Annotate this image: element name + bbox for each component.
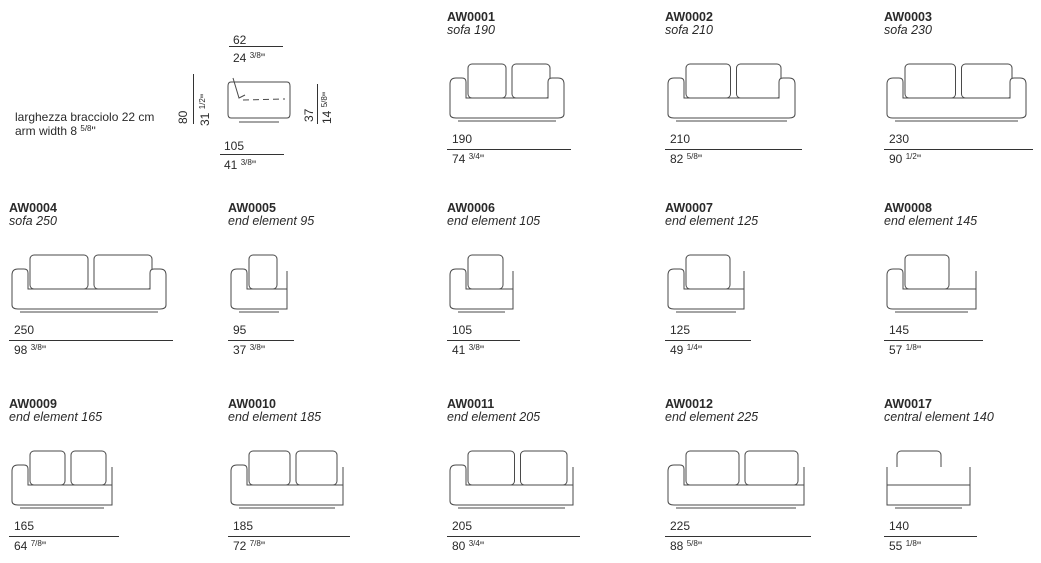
width-in: 41 $^{3/8}$" xyxy=(452,343,485,357)
seat-rule xyxy=(317,84,318,124)
sofa-drawing xyxy=(666,449,810,511)
width-cm: 140 xyxy=(889,519,910,533)
depth-cm: 62 xyxy=(233,33,247,47)
back-cushion xyxy=(686,451,739,485)
height-cm: 80 xyxy=(176,110,190,124)
product-name: sofa 250 xyxy=(9,214,57,228)
back-cushion xyxy=(296,451,337,485)
product-code: AW0005 xyxy=(228,201,276,215)
product-name: sofa 210 xyxy=(665,23,713,37)
back-cushion xyxy=(521,451,568,485)
product-code: AW0012 xyxy=(665,397,713,411)
back-cushion xyxy=(745,451,798,485)
dimension-rule xyxy=(665,149,802,150)
sofa-drawing xyxy=(448,62,570,124)
dimension-rule xyxy=(228,340,294,341)
width-cm: 185 xyxy=(233,519,254,533)
sofa-drawing xyxy=(885,62,1032,124)
product-name: end element 105 xyxy=(447,214,541,228)
product-code: AW0006 xyxy=(447,201,495,215)
width-in: 82 $^{5/8}$" xyxy=(670,152,703,166)
back-cushion xyxy=(512,64,550,98)
product-code: AW0017 xyxy=(884,397,932,411)
back-cushion xyxy=(686,255,730,289)
width-cm: 190 xyxy=(452,132,473,146)
dimension-rule xyxy=(447,149,571,150)
dimension-rule xyxy=(9,340,173,341)
back-cushion xyxy=(94,255,152,289)
width-cm: 105 xyxy=(452,323,473,337)
product-name: end element 125 xyxy=(665,214,759,228)
back-cushion xyxy=(737,64,782,98)
sofa-drawing xyxy=(10,253,172,315)
depth-in: 24 $^{3/8}$" xyxy=(233,51,266,65)
dimension-rule xyxy=(665,340,751,341)
sofa-drawing xyxy=(10,449,118,511)
sofa-drawing xyxy=(448,449,579,511)
product-code: AW0004 xyxy=(9,201,57,215)
product-code: AW0009 xyxy=(9,397,57,411)
sofa-drawing xyxy=(885,253,982,315)
height-rule xyxy=(193,74,194,124)
dimension-rule xyxy=(665,536,811,537)
back-cushion xyxy=(468,255,503,289)
dimension-rule xyxy=(447,340,520,341)
back-cushion xyxy=(249,451,290,485)
dimension-rule xyxy=(228,536,350,537)
back-cushion xyxy=(905,64,956,98)
product-name: central element 140 xyxy=(884,410,994,424)
dimension-rule xyxy=(884,340,983,341)
width-in: 72 $^{7/8}$" xyxy=(233,539,266,553)
sofa-drawing xyxy=(229,253,293,315)
seat-in: 14 $^{5/8}$" xyxy=(320,91,334,124)
width-cm: 95 xyxy=(233,323,247,337)
width-cm: 225 xyxy=(670,519,691,533)
seat-cm: 37 xyxy=(302,108,316,122)
depth-rule xyxy=(229,46,283,47)
sofa-drawing xyxy=(666,62,801,124)
height-in: 31 $^{1/2}$" xyxy=(198,93,212,126)
product-code: AW0002 xyxy=(665,10,713,24)
dimension-rule xyxy=(884,149,1033,150)
width-in: 37 $^{3/8}$" xyxy=(233,343,266,357)
width-in: 90 $^{1/2}$" xyxy=(889,152,922,166)
product-code: AW0001 xyxy=(447,10,495,24)
product-name: sofa 190 xyxy=(447,23,495,37)
sofa-drawing xyxy=(885,449,976,511)
product-name: sofa 230 xyxy=(884,23,932,37)
width-cm: 205 xyxy=(452,519,473,533)
product-code: AW0011 xyxy=(447,397,495,411)
sofa-drawing xyxy=(666,253,750,315)
product-code: AW0007 xyxy=(665,201,713,215)
width-cm: 210 xyxy=(670,132,691,146)
back-cushion xyxy=(71,451,106,485)
width-in: 49 $^{1/4}$" xyxy=(670,343,703,357)
backrest-line xyxy=(233,78,245,98)
width-in: 88 $^{5/8}$" xyxy=(670,539,703,553)
width-in: 74 $^{3/4}$" xyxy=(452,152,485,166)
arm-width-en: arm width 8 $^{5/8}$" xyxy=(15,124,96,138)
width-cm: 250 xyxy=(14,323,35,337)
back-cushion xyxy=(962,64,1013,98)
width-cm: 165 xyxy=(14,519,35,533)
product-name: end element 225 xyxy=(665,410,759,424)
product-code: AW0003 xyxy=(884,10,932,24)
sofa-drawing xyxy=(229,449,349,511)
product-name: end element 95 xyxy=(228,214,315,228)
product-code: AW0008 xyxy=(884,201,932,215)
dimension-rule xyxy=(884,536,977,537)
back-cushion xyxy=(468,451,515,485)
width-in: 98 $^{3/8}$" xyxy=(14,343,47,357)
product-name: end element 205 xyxy=(447,410,541,424)
back-cushion xyxy=(30,255,88,289)
product-name: end element 185 xyxy=(228,410,322,424)
arm-width-note xyxy=(15,110,154,140)
product-name: end element 145 xyxy=(884,214,978,228)
dimension-rule xyxy=(447,536,580,537)
back-cushion xyxy=(30,451,65,485)
width-cm: 105 xyxy=(224,139,245,153)
sofa-drawing xyxy=(448,253,519,315)
width-cm: 145 xyxy=(889,323,910,337)
width-cm: 230 xyxy=(889,132,910,146)
seat-line xyxy=(243,99,285,100)
sofa-outline xyxy=(887,467,970,505)
product-name: end element 165 xyxy=(9,410,103,424)
side-profile-drawing xyxy=(225,70,295,130)
back-cushion xyxy=(468,64,506,98)
width-cm: 125 xyxy=(670,323,691,337)
width-in: 80 $^{3/4}$" xyxy=(452,539,485,553)
width-in: 57 $^{1/8}$" xyxy=(889,343,922,357)
back-cushion xyxy=(249,255,277,289)
width-rule xyxy=(220,154,284,155)
dimension-rule xyxy=(9,536,119,537)
back-cushion xyxy=(905,255,949,289)
back-cushion xyxy=(686,64,731,98)
product-code: AW0010 xyxy=(228,397,276,411)
width-in: 41 $^{3/8}$" xyxy=(224,158,257,172)
width-in: 64 $^{7/8}$" xyxy=(14,539,47,553)
width-in: 55 $^{1/8}$" xyxy=(889,539,922,553)
arm-width-it: larghezza bracciolo 22 cm xyxy=(15,110,155,124)
